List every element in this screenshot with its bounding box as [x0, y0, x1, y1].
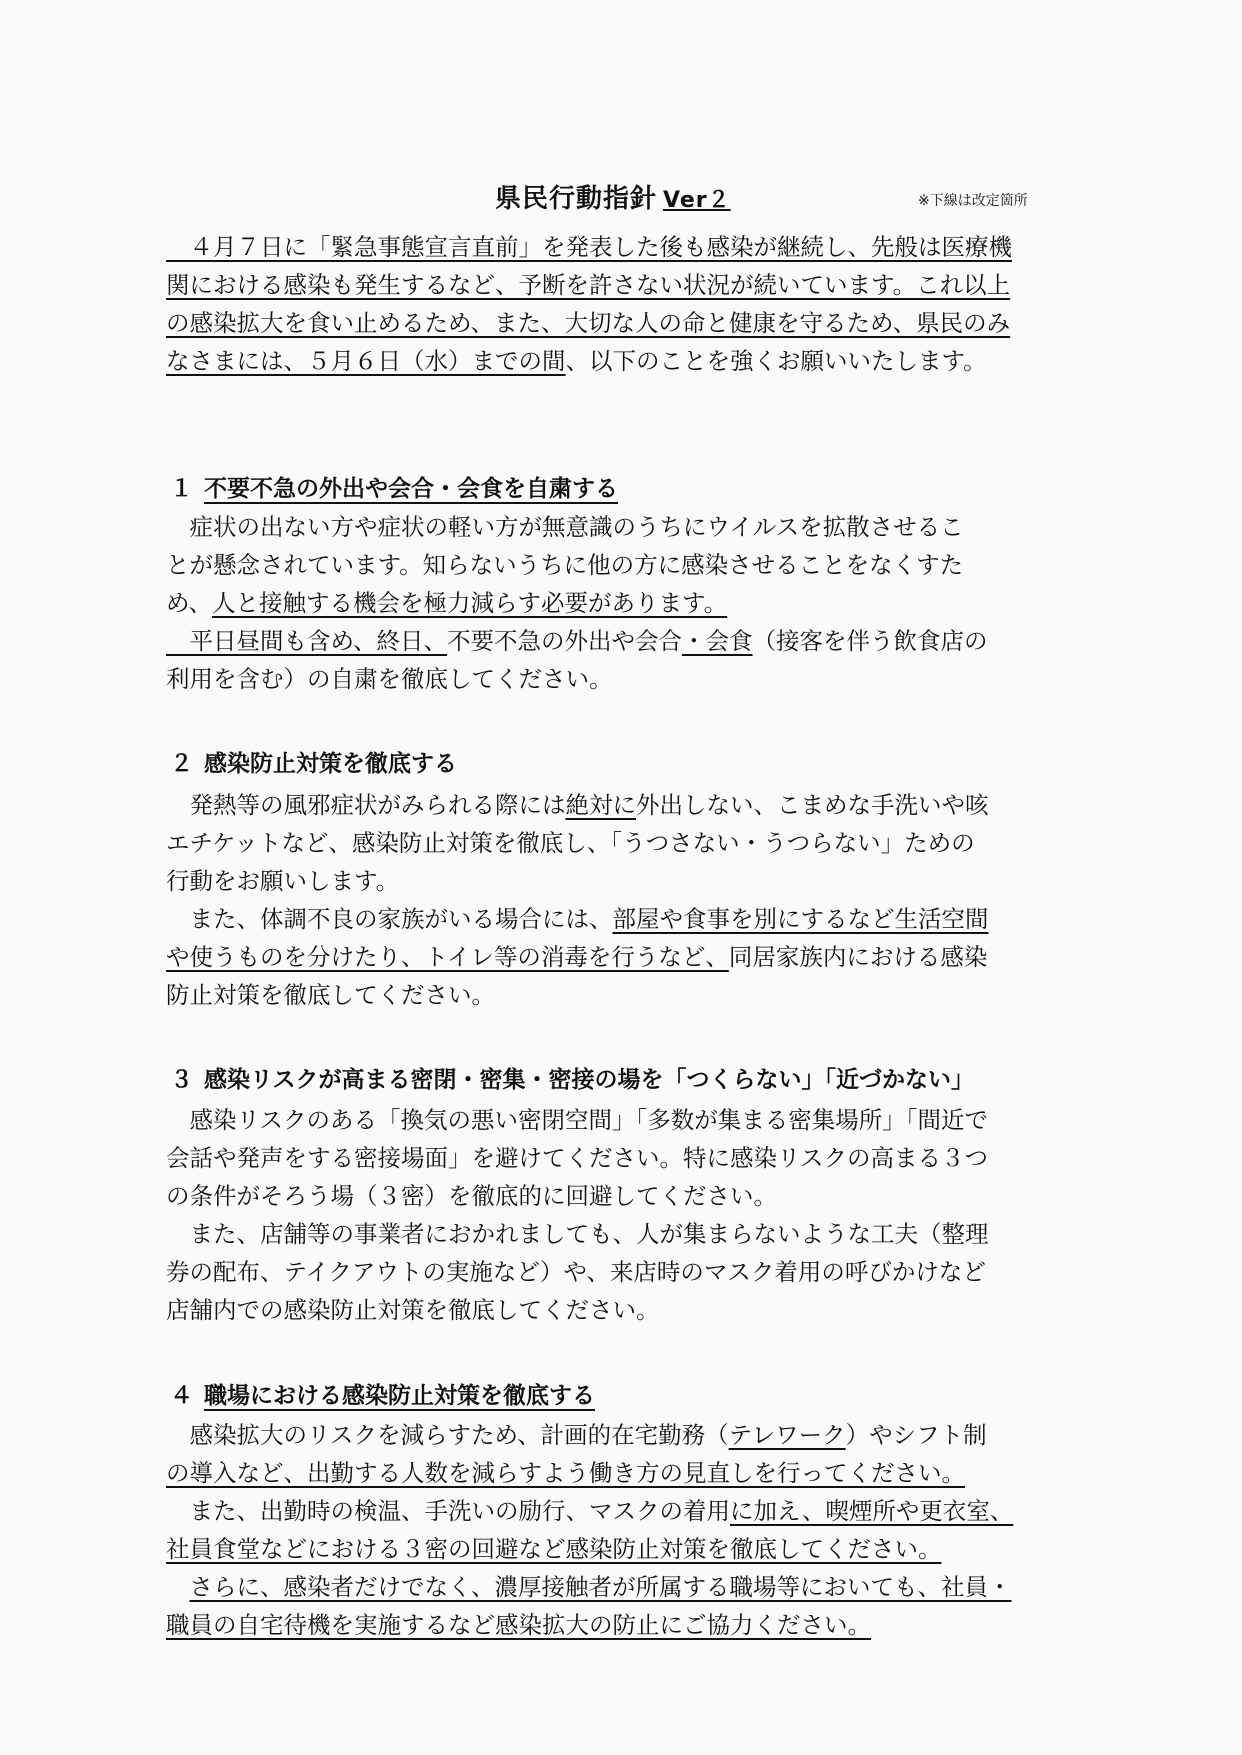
- body-line: とが懸念されています。知らないうちに他の方に感染させることをなくすた: [166, 551, 964, 579]
- section-1-body: [166, 508, 1066, 698]
- section-number: ２: [170, 751, 193, 777]
- body-line: また、店舗等の事業者におかれましても、人が集まらないような工夫（整理: [166, 1220, 989, 1248]
- intro-paragraph: [166, 228, 1066, 380]
- section-4-heading: [170, 1377, 595, 1410]
- body-line: [166, 938, 1066, 976]
- body-line: エチケットなど、感染防止対策を徹底し、「うつさない・うつらない」ための: [166, 829, 975, 857]
- body-line: [166, 1416, 1066, 1454]
- body-line: 店舗内での感染防止対策を徹底してください。: [166, 1296, 660, 1324]
- text-underlined: や使うものを分けたり、トイレ等の消毒を行うなど、: [166, 943, 729, 971]
- intro-line: ４月７日に「緊急事態宣言直前」を発表した後も感染が継続し、先般は医療機: [166, 233, 1012, 261]
- body-line: 社員食堂などにおける３密の回避など感染防止対策を徹底してください。: [166, 1535, 942, 1563]
- body-line: 会話や発声をする密接場面」を避けてください。特に感染リスクの高まる３つ: [166, 1144, 989, 1172]
- body-line: 券の配布、テイクアウトの実施など）や、来店時のマスク着用の呼びかけなど: [166, 1258, 986, 1286]
- body-line: [166, 584, 1066, 622]
- text-underlined: ・会食: [682, 627, 753, 655]
- revision-note: ※下線は改定箇所: [918, 193, 1028, 209]
- body-line: [166, 786, 1066, 824]
- text-underlined: テレワーク: [728, 1421, 846, 1449]
- text-plain: また、体調不良の家族がいる場合には、: [166, 905, 613, 933]
- text-plain: め、: [166, 589, 213, 617]
- text-underlined: 部屋や食事を別にするなど生活空間: [612, 905, 989, 933]
- text-plain: また、出勤時の検温、手洗いの励行、マスクの着用: [166, 1497, 730, 1525]
- intro-line-plain: 、以下のことを強くお願いいたします。: [565, 347, 987, 375]
- body-line: [166, 900, 1066, 938]
- text-plain: 感染拡大のリスクを減らすため、計画的在宅勤務（: [166, 1421, 729, 1449]
- section-number: ３: [170, 1067, 193, 1093]
- text-plain: [166, 1573, 190, 1601]
- text-plain: 同居家族内における感染: [728, 943, 988, 971]
- text-plain: 不要不急の外出や会合: [447, 627, 683, 655]
- section-4-body: [166, 1416, 1066, 1644]
- section-2-heading: [170, 745, 457, 778]
- text-plain: 発熱等の風邪症状がみられる際には: [166, 791, 566, 819]
- text-plain: （接客を伴う飲食店の: [752, 627, 988, 655]
- body-line: 行動をお願いします。: [166, 867, 400, 895]
- text-plain: ）やシフト制: [845, 1421, 987, 1449]
- intro-line-underlined: なさまには、５月６日（水）までの間: [166, 347, 566, 375]
- section-number: １: [170, 476, 193, 502]
- text-plain: 外出しない、こまめな手洗いや咳: [636, 791, 989, 819]
- section-number: ４: [170, 1383, 193, 1409]
- body-line: の導入など、出勤する人数を減らすよう働き方の見直しを行ってください。: [166, 1459, 965, 1487]
- title-text: 県民行動指針: [495, 184, 658, 214]
- body-line: の条件がそろう場（３密）を徹底的に回避してください。: [166, 1182, 777, 1210]
- intro-line: の感染拡大を食い止めるため、また、大切な人の命と健康を守るため、県民のみ: [166, 309, 1011, 337]
- body-line: [166, 622, 1066, 660]
- body-line: [166, 1492, 1066, 1530]
- version-label: Ver２: [663, 188, 731, 213]
- text-underlined: 絶対に: [565, 791, 636, 819]
- text-underlined: 人と接触する機会を極力減らす必要があります。: [212, 589, 728, 617]
- text-underlined: 平日昼間も含め、終日、: [166, 627, 448, 655]
- text-underlined: さらに、感染者だけでなく、濃厚接触者が所属する職場等においても、社員・: [189, 1573, 1012, 1601]
- body-line: 防止対策を徹底してください。: [166, 981, 495, 1009]
- section-1-heading: [170, 470, 618, 503]
- section-title: 職場における感染防止対策を徹底する: [204, 1383, 595, 1409]
- document-title: [495, 178, 731, 215]
- body-line: 利用を含む）の自粛を徹底してください。: [166, 665, 613, 693]
- text-underlined: に加え、喫煙所や更衣室、: [730, 1497, 1014, 1525]
- section-title: 感染リスクが高まる密閉・密集・密接の場を「つくらない」「近づかない」: [204, 1067, 975, 1093]
- section-3-heading: [170, 1061, 974, 1094]
- section-2-body: [166, 786, 1066, 1014]
- body-line: [166, 1568, 1066, 1606]
- body-line: 感染リスクのある「換気の悪い密閉空間」「多数が集まる密集場所」「間近で: [166, 1106, 989, 1134]
- body-line: 職員の自宅待機を実施するなど感染拡大の防止にご協力ください。: [166, 1611, 871, 1639]
- intro-line: [166, 342, 1066, 380]
- section-title: 不要不急の外出や会合・会食を自粛する: [204, 476, 618, 502]
- intro-line: 関における感染も発生するなど、予断を許さない状況が続いています。これ以上: [166, 271, 1011, 299]
- body-line: 症状の出ない方や症状の軽い方が無意識のうちにウイルスを拡散させるこ: [166, 513, 964, 541]
- section-title: 感染防止対策を徹底する: [204, 751, 457, 777]
- section-3-body: [166, 1101, 1066, 1329]
